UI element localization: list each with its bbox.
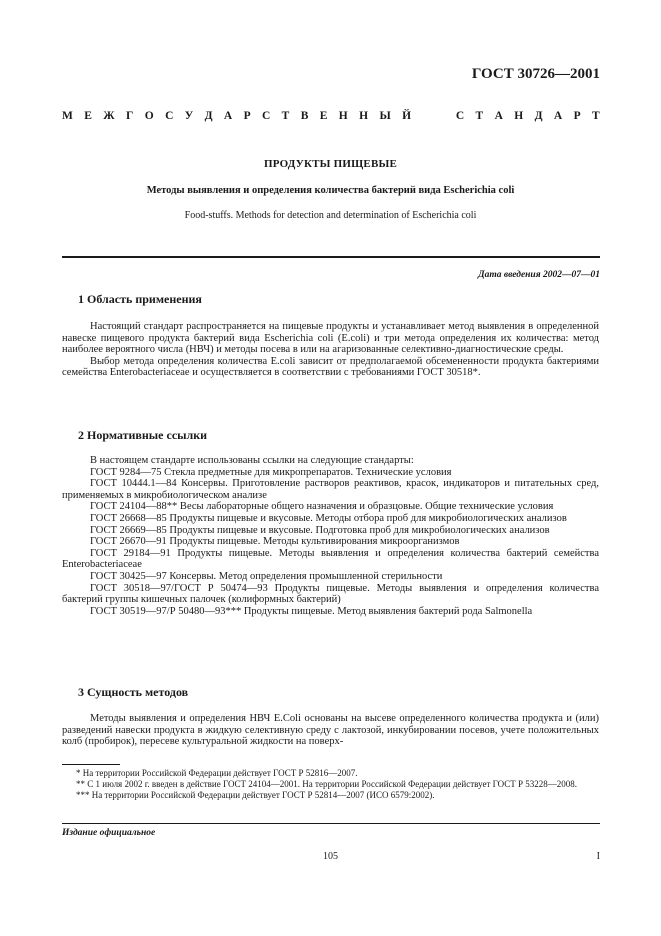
banner-letter: А xyxy=(494,110,503,122)
reference-item: ГОСТ 10444.1—84 Консервы. Приготовление растворов реактивов, красок, индикаторов и питательных сред, применяемых в микробиологическом анализе xyxy=(62,478,599,501)
banner-letter: Т xyxy=(475,110,484,122)
reference-item: ГОСТ 26669—85 Продукты пищевые и вкусовые. Подготовка проб для микробиологических анализов xyxy=(90,524,550,536)
banner-letter: Р xyxy=(573,110,581,122)
reference-item: ГОСТ 30425—97 Консервы. Метод определения промышленной стерильности xyxy=(90,570,443,582)
banner-letter: Н xyxy=(359,110,369,122)
banner-letter: Д xyxy=(534,110,543,122)
banner-letter: Н xyxy=(338,110,348,122)
footnotes xyxy=(62,768,599,802)
banner-letter: Ы xyxy=(379,110,391,122)
banner-letter: Е xyxy=(319,110,328,122)
official-edition-label: Издание официальное xyxy=(62,828,156,838)
word-gap xyxy=(422,110,444,122)
banner-letter: Г xyxy=(126,110,134,122)
page-number: 105 xyxy=(323,851,338,862)
banner-letter: С xyxy=(261,110,271,122)
paragraph: Настоящий стандарт распространяется на пищевые продукты и устанавливает метод выявления в определенной навеске пищевого продукта бактерий вида Escherichia coli (E.coli) и три метода определения их количества: метод наиболее вероятного числа (НВЧ) и методы посева в или на агаризованные селективно-диагностические среды. xyxy=(62,321,599,356)
section-1-body xyxy=(62,321,599,379)
footnote: *** На территории Российской Федерации действует ГОСТ Р 52814—2007 (ИСО 6579:2002). xyxy=(76,790,435,801)
banner-letter: Е xyxy=(84,110,92,122)
banner-letter: Й xyxy=(402,110,412,122)
reference-item: ГОСТ 24104—88** Весы лабораторные общего назначения и образцовые. Общие технические условия xyxy=(90,501,554,513)
references-intro: В настоящем стандарте использованы ссылки на следующие стандарты: xyxy=(90,455,414,466)
banner-letter: А xyxy=(223,110,233,122)
introduction-date: Дата введения 2002—07—01 xyxy=(478,270,600,280)
reference-item: ГОСТ 30518—97/ГОСТ Р 50474—93 Продукты пищевые. Методы выявления и определения количества бактерий группы кишечных палочек (колиформных бактерий) xyxy=(62,582,599,606)
section-2-heading: 2 Нормативные ссылки xyxy=(78,428,208,442)
section-1-heading: 1 Область применения xyxy=(78,292,202,306)
footnote-divider xyxy=(62,764,120,765)
section-3-body xyxy=(62,713,599,748)
banner-letter: С xyxy=(165,110,174,122)
gost-code: ГОСТ 30726—2001 xyxy=(471,66,600,82)
banner-letter: С xyxy=(455,110,465,122)
page-section-mark: I xyxy=(596,851,600,862)
banner-letter: Д xyxy=(204,110,213,122)
banner-letter: У xyxy=(184,110,194,122)
banner-letter: Н xyxy=(514,110,524,122)
document-subtitle: Методы выявления и определения количества бактерий вида Escherichia coli xyxy=(146,185,515,196)
banner-letter: Т xyxy=(281,110,290,122)
reference-item: ГОСТ 30519—97/Р 50480—93*** Продукты пищевые. Метод выявления бактерий рода Salmonella xyxy=(90,605,533,617)
normative-references xyxy=(62,455,599,617)
reference-item: ГОСТ 26668—85 Продукты пищевые и вкусовые. Методы отбора проб для микробиологических анализов xyxy=(90,512,567,524)
banner-letter: М xyxy=(62,110,73,122)
reference-item: ГОСТ 29184—91 Продукты пищевые. Методы выявления и определения количества бактерий семейства Enterobacteriaceae xyxy=(62,547,599,571)
banner-letter: В xyxy=(300,110,309,122)
title-divider xyxy=(62,256,600,258)
banner-letter: О xyxy=(144,110,154,122)
section-3-heading: 3 Сущность методов xyxy=(78,685,189,699)
footnote: ** С 1 июля 2002 г. введен в действие ГОСТ 24104—2001. На территории Российской Федерации действует ГОСТ Р 53228—2008. xyxy=(76,779,578,790)
reference-item: ГОСТ 26670—91 Продукты пищевые. Методы культивирования микроорганизмов xyxy=(90,536,460,548)
footer-divider xyxy=(62,823,600,824)
banner-letter: Ж xyxy=(103,110,115,122)
english-title: Food-stuffs. Methods for detection and determination of Escherichia coli xyxy=(184,210,477,221)
document-title: ПРОДУКТЫ ПИЩЕВЫЕ xyxy=(263,158,398,170)
banner-letter: Т xyxy=(591,110,600,122)
paragraph: Методы выявления и определения НВЧ E.Coli основаны на высеве определенного количества продукта и (или) разведений навески продукта в жидкую селективную среду с лактозой, инкубировании посевов, учете положительных колб (пробирок), пересеве культуральной жидкости на поверх- xyxy=(62,713,599,748)
paragraph: Выбор метода определения количества E.coli зависит от предполагаемой обсемененности продукта бактериями семейства Enterobacteriaceae и осуществляется в соответствии с требованиями ГОСТ 30518*. xyxy=(62,355,599,379)
banner-letter: Р xyxy=(243,110,251,122)
banner-letter: А xyxy=(553,110,563,122)
interstate-standard-banner xyxy=(62,110,600,122)
reference-item: ГОСТ 9284—75 Стекла предметные для микропрепаратов. Технические условия xyxy=(90,466,452,478)
footnote: * На территории Российской Федерации действует ГОСТ Р 52816—2007. xyxy=(76,768,358,778)
